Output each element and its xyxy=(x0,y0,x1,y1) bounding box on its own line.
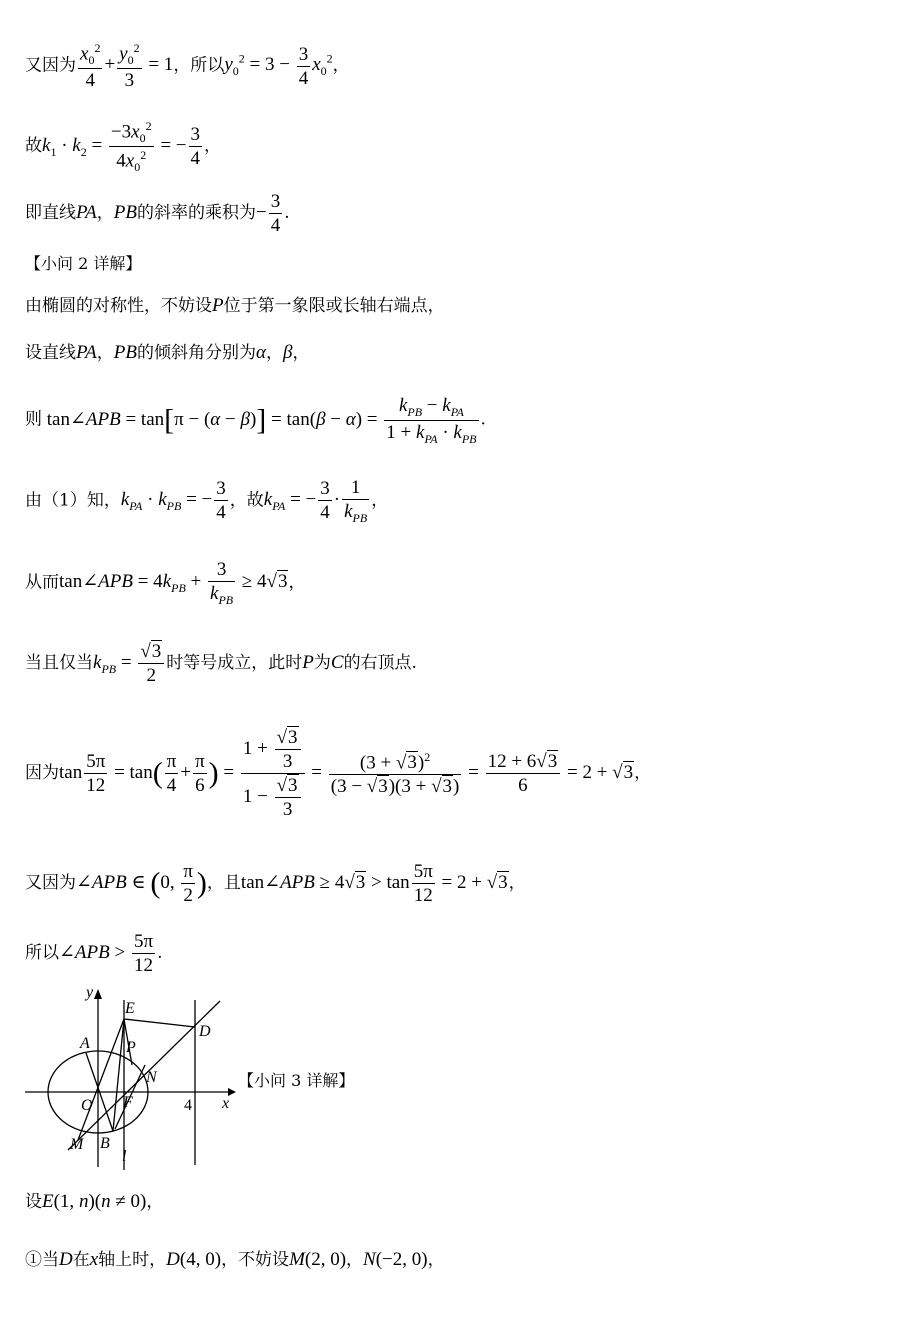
line-md xyxy=(68,1001,220,1150)
line-5: 设直线PA，PB的倾斜角分别为α，β， xyxy=(25,342,310,363)
label-d: D xyxy=(199,1023,211,1040)
eq-kpb-value: $k_{PB}$ = $\frac{√3}{2}$ xyxy=(93,652,166,673)
eq-kpa-kpb: $k_{PA} \cdot k_{PB}$ = − $\frac{3}{4}$ xyxy=(120,478,226,524)
label-p: P xyxy=(126,1039,136,1056)
line-14: ①当D在x轴上时，D(4, 0)，不妨设M(2, 0)，N(−2, 0)， xyxy=(25,1249,445,1270)
label-e: E xyxy=(125,1000,135,1017)
label-o: O xyxy=(81,1097,93,1114)
eq-kpa: $k_{PA}$ = − $\frac{3}{4}$ · 1 $k_{PB}$ xyxy=(263,477,368,525)
eq-point-d: D(4, 0) xyxy=(166,1249,222,1270)
line-10: 因为tan $\frac{5\pi}{12}$ = tan( $\frac{\pi}{4}$ + $\frac{\pi}{6}$ ) = 1 + $\frac{√3}{3}$ 1 − $\frac{√3}{3}$ = $\frac{(3 + √3)^2}{(3 - √3)(3 + √3)}$ = $\frac{12 + 6√3}{6}$ = 2 + √3， xyxy=(25,727,652,820)
eq-tan-5pi-12: tan $\frac{5\pi}{12}$ = tan( $\frac{\pi}{4}$ + $\frac{\pi}{6}$ ) = 1 + $\frac{√3}{3}$ 1 − $\frac{√3}{3}$ = $\frac{(3 + √3)^2}{(3 - √3)(3 + √3)}$ = $\frac{12 + 6√3}{6}$ = 2 + √3 xyxy=(59,727,634,820)
label-n: N xyxy=(146,1069,157,1086)
label-l: l xyxy=(122,1148,127,1165)
label-m: M xyxy=(70,1136,84,1153)
label-a: A xyxy=(80,1035,90,1052)
eq-slope-product: − $\frac{3}{4}$ xyxy=(255,191,281,236)
line-12: 所以∠APB > $\frac{5\pi}{12}$ . xyxy=(25,931,163,976)
eq-conclusion: ∠APB > $\frac{5\pi}{12}$ xyxy=(59,931,154,976)
x-axis-arrow xyxy=(228,1088,236,1096)
line-9: 当且仅当$k_{PB}$ = $\frac{√3}{2}$ 时等号成立，此时P为C的右顶点. xyxy=(25,641,417,686)
eq-point-n: N(−2, 0) xyxy=(363,1249,428,1270)
line-13: 设E(1, n)(n ≠ 0)， xyxy=(25,1191,164,1212)
line-7: 由（1）知，$k_{PA} \cdot k_{PB}$ = − $\frac{3}{4}$ ，故$k_{PA}$ = − $\frac{3}{4}$ · 1 $k_{PB}$ ， xyxy=(25,477,389,525)
line-6: 则 tan∠APB = tan[π − (α − β)] = tan(β − α) = $k_{PB} - k_{PA}$ $1 + k_{PA} \cdot k_{PB}$ . xyxy=(25,395,486,446)
label-y: y xyxy=(86,985,94,1001)
eq-tan-bound: tan∠APB = $4k_{PB}$ + 3 $k_{PB}$ ≥ 4√3 xyxy=(59,559,288,607)
y-axis-arrow xyxy=(94,989,102,999)
line-3: 即直线PA，PB的斜率的乘积为− $\frac{3}{4}$ . xyxy=(25,191,290,236)
label-x: x xyxy=(222,1095,230,1112)
label-b: B xyxy=(100,1135,110,1152)
line-1: 又因为 $\frac{x_0^2}{4}$ + $\frac{y_0^2}{3}$ = 1，所以$y_0^2 = 3$ − $\frac{3}{4}$ $x_0^2$， xyxy=(25,41,350,92)
label-f: F xyxy=(123,1094,133,1111)
label-four: 4 xyxy=(184,1097,192,1114)
eq-tan-apb: tan∠APB = tan[π − (α − β)] = tan(β − α) = $k_{PB} - k_{PA}$ $1 + k_{PA} \cdot k_{PB}$ xyxy=(42,395,477,446)
line-2: 故$k_1 \cdot k_2$ = $\frac{-3x_0^2}{4x_0^2}$ = − $\frac{3}{4}$ ， xyxy=(25,119,222,175)
eq-ellipse: $\frac{x_0^2}{4}$ + $\frac{y_0^2}{3}$ = 1 xyxy=(80,41,174,92)
eq-k1k2: $k_1 \cdot k_2$ = $\frac{-3x_0^2}{4x_0^2}$ = − $\frac{3}{4}$ xyxy=(42,119,201,175)
eq-y0sq: $y_0^2 = 3$ − $\frac{3}{4}$ $x_0^2$ xyxy=(224,43,333,89)
heading-part-3: 【小问 3 详解】 xyxy=(238,1071,355,1090)
line-11: 又因为∠APB ∈ (0, $\frac{\pi}{2}$ )，且tan∠APB ≥ 4√3 > tan $\frac{5\pi}{12}$ = 2 + √3， xyxy=(25,861,526,906)
segment-ed xyxy=(124,1019,195,1027)
eq-point-e: E(1, n)(n ≠ 0) xyxy=(42,1191,147,1212)
heading-part-2: 【小问 2 详解】 xyxy=(25,254,142,273)
eq-angle-range: ∠APB ∈ (0, $\frac{\pi}{2}$ ) xyxy=(76,861,207,906)
eq-point-m: M(2, 0) xyxy=(289,1249,347,1270)
eq-compare: tan∠APB ≥ 4√3 > tan $\frac{5\pi}{12}$ = 2 + √3 xyxy=(240,861,508,906)
line-4: 由椭圆的对称性，不妨设P位于第一象限或长轴右端点， xyxy=(25,295,445,316)
line-8: 从而tan∠APB = $4k_{PB}$ + 3 $k_{PB}$ ≥ 4√3， xyxy=(25,559,306,607)
